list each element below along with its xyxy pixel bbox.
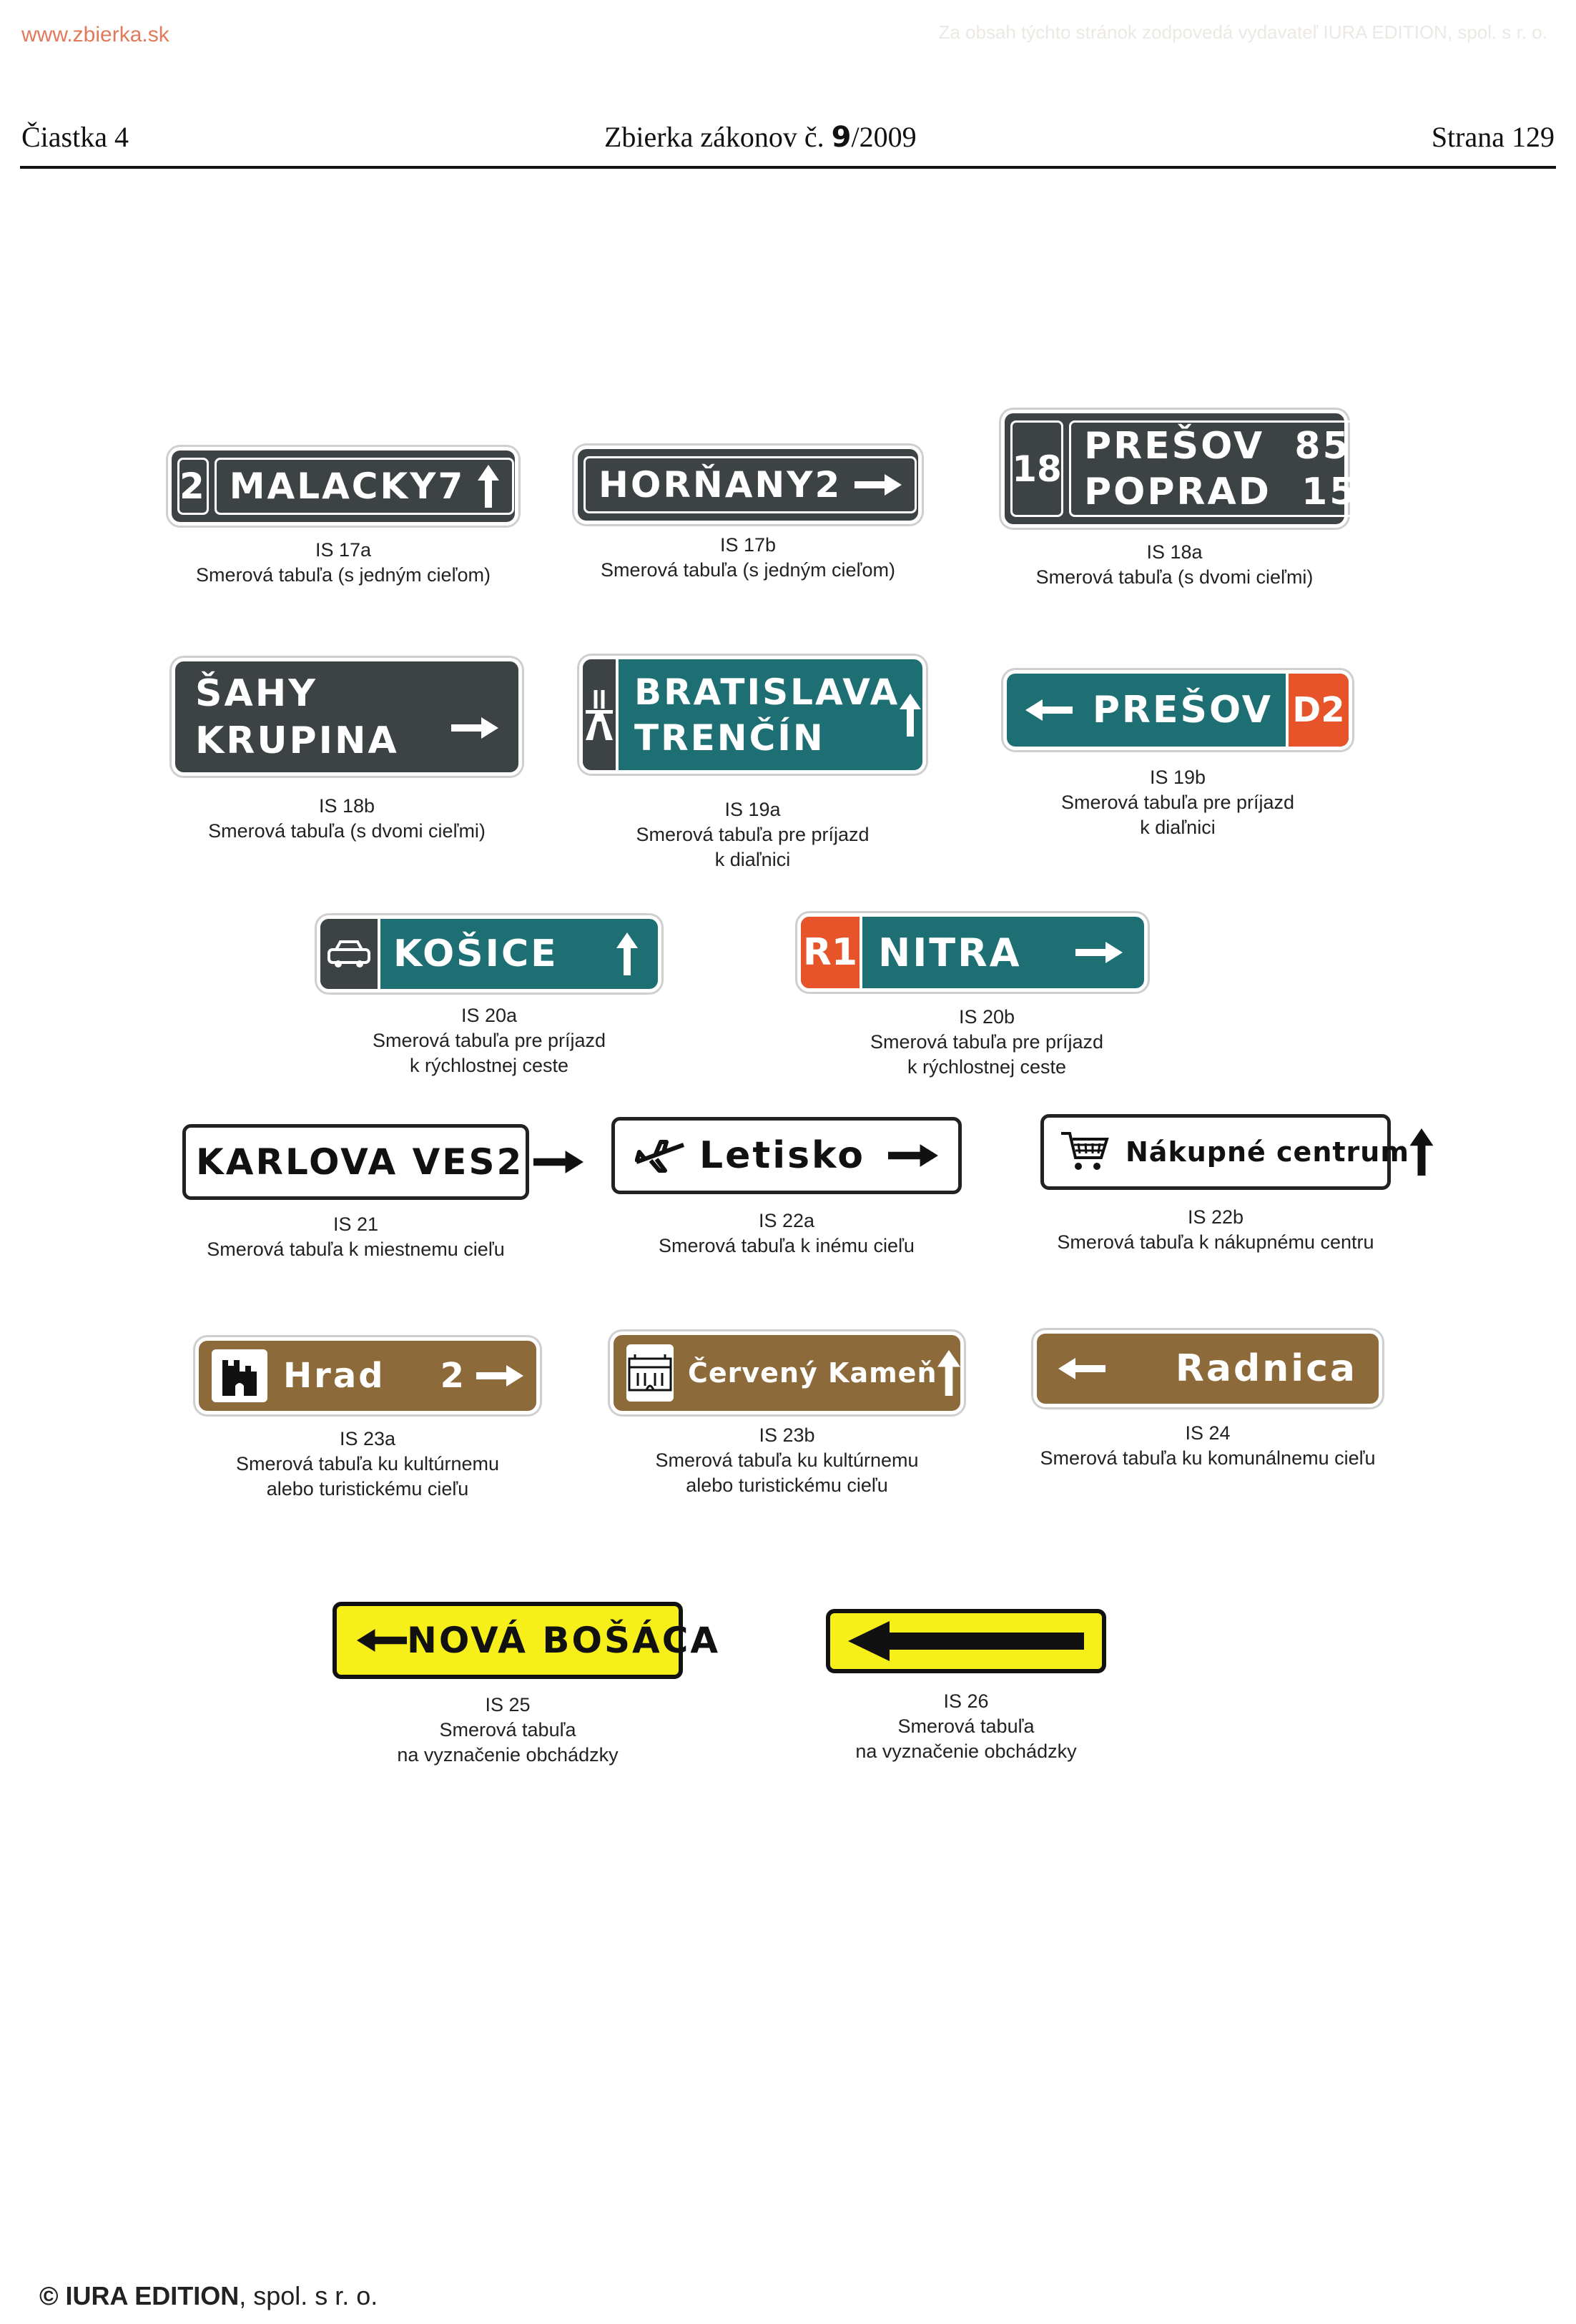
arrow-up-icon <box>478 465 499 508</box>
collection-title-text: Zbierka zákonov č. <box>604 121 832 153</box>
collection-title <box>604 120 917 154</box>
chateau-icon <box>626 1344 674 1402</box>
destination-panel <box>1069 420 1394 517</box>
caption-desc: Smerová tabuľa ku kultúrnemu <box>235 1453 500 1474</box>
caption-desc: alebo turistickému cieľu <box>686 1474 888 1496</box>
arrow-left-icon <box>1058 1358 1105 1379</box>
caption-code: IS 22a <box>758 1210 815 1231</box>
sign-is17a <box>172 450 515 522</box>
caption-desc: Smerová tabuľa k nákupnému centru <box>1057 1231 1374 1253</box>
sign-is23a <box>199 1341 536 1411</box>
sign-is17b <box>578 449 918 521</box>
caption-code: IS 20a <box>461 1005 518 1026</box>
road-number: 2 <box>177 458 209 515</box>
caption-code: IS 21 <box>333 1213 379 1235</box>
caption-desc: Smerová tabuľa <box>897 1715 1035 1737</box>
collection-number: 9 <box>831 121 852 154</box>
sign-is20a <box>320 919 658 989</box>
caption-desc: na vyznačenie obchádzky <box>855 1740 1077 1762</box>
distance: 2 <box>440 1356 466 1396</box>
destination-name: MALACKY <box>229 466 438 507</box>
collection-year: /2009 <box>851 121 917 153</box>
caption-desc: Smerová tabuľa pre príjazd <box>372 1030 606 1051</box>
distance: 2 <box>496 1141 524 1183</box>
caption-desc: k diaľnici <box>1140 817 1216 838</box>
caption-code: IS 20b <box>958 1006 1015 1028</box>
arrow-right-icon <box>1075 942 1123 963</box>
sign-is19a <box>583 659 922 770</box>
watermark-note: Za obsah týchto stránok zodpovedá vydavateľ IURA EDITION, spol. s r. o. <box>938 21 1547 43</box>
arrow-right-icon <box>533 1151 583 1173</box>
footer-brand: © IURA EDITION <box>39 2281 240 2310</box>
caption-is17a <box>172 538 515 588</box>
distance: 85 <box>1294 424 1351 468</box>
caption-desc: k rýchlostnej ceste <box>409 1055 569 1076</box>
caption-is22a <box>611 1208 962 1259</box>
caption-desc: Smerová tabuľa k miestnemu cieľu <box>207 1239 505 1260</box>
caption-desc: k diaľnici <box>714 849 791 870</box>
castle-icon <box>212 1349 267 1402</box>
destination-name: HORŇANY <box>599 464 815 506</box>
caption-code: IS 24 <box>1185 1422 1231 1444</box>
destination-2: KRUPINA <box>195 719 399 762</box>
sign-is24 <box>1037 1334 1379 1404</box>
destination-name: POPRAD <box>1084 470 1271 513</box>
distance: 15 <box>1301 470 1358 513</box>
destination-name: Červený Kameň <box>688 1357 937 1389</box>
destination-name: Hrad <box>283 1356 385 1396</box>
caption-desc: Smerová tabuľa k inému cieľu <box>659 1235 915 1256</box>
arrow-right-icon <box>476 1365 523 1387</box>
caption-code: IS 17b <box>719 534 777 556</box>
caption-is18a <box>1005 540 1344 590</box>
destination-2: TRENČÍN <box>634 717 825 759</box>
caption-is21 <box>182 1212 529 1262</box>
arrow-left-icon <box>848 1621 1084 1661</box>
arrow-up-icon <box>1409 1128 1434 1176</box>
destination-2 <box>1084 469 1357 515</box>
destination-name: NOVÁ BOŠÁCA <box>407 1620 721 1661</box>
motorway-badge: D2 <box>1286 674 1349 747</box>
caption-is18b <box>175 794 518 844</box>
caption-code: IS 19a <box>724 799 781 820</box>
caption-code: IS 22b <box>1187 1206 1244 1228</box>
caption-desc: Smerová tabuľa <box>439 1719 576 1740</box>
sign-is22a <box>611 1117 962 1194</box>
arrow-up-icon <box>900 694 921 737</box>
caption-code: IS 23b <box>759 1424 815 1446</box>
destination-name: NITRA <box>878 930 1022 975</box>
destination-panel <box>215 458 514 515</box>
caption-desc: na vyznačenie obchádzky <box>397 1744 619 1766</box>
caption-desc: Smerová tabuľa ku kultúrnemu <box>655 1449 919 1471</box>
destination-1: ŠAHY <box>195 671 317 715</box>
sign-is22b <box>1040 1114 1409 1190</box>
caption-is20a <box>320 1003 658 1078</box>
sign-is25 <box>333 1602 721 1679</box>
caption-is19a <box>583 797 922 872</box>
page-number: Strana 129 <box>1431 121 1555 153</box>
destination-name: PREŠOV <box>1084 424 1265 468</box>
caption-is17b <box>578 533 918 583</box>
road-number: 18 <box>1010 420 1063 517</box>
caption-is19b <box>1007 765 1349 840</box>
arrow-up-icon <box>937 1350 960 1396</box>
footer-company: , spol. s r. o. <box>239 2281 378 2310</box>
issue-part: Čiastka 4 <box>21 121 129 153</box>
caption-code: IS 25 <box>485 1694 531 1715</box>
arrow-right-icon <box>451 717 498 739</box>
arrow-right-icon <box>855 474 902 496</box>
sign-is21 <box>182 1124 529 1200</box>
destination-name: PREŠOV <box>1092 689 1273 732</box>
caption-desc: Smerová tabuľa (s dvomi cieľmi) <box>1035 566 1314 588</box>
caption-desc: Smerová tabuľa (s dvomi cieľmi) <box>208 820 486 842</box>
caption-is24 <box>1023 1421 1393 1471</box>
caption-code: IS 26 <box>943 1690 989 1712</box>
caption-code: IS 18a <box>1146 541 1203 563</box>
caption-is23b <box>614 1423 960 1498</box>
arrow-right-icon <box>888 1144 938 1167</box>
distance: 7 <box>438 466 466 507</box>
distance: 2 <box>814 464 842 506</box>
arrow-up-icon <box>1357 448 1379 491</box>
caption-desc: k rýchlostnej ceste <box>907 1056 1067 1078</box>
caption-code: IS 23a <box>339 1428 396 1449</box>
footer-copyright <box>39 2281 378 2311</box>
caption-desc: Smerová tabuľa pre príjazd <box>636 824 870 845</box>
destination-panel <box>619 669 922 761</box>
destination-panel <box>583 456 917 513</box>
airplane-icon <box>635 1138 685 1173</box>
motorway-icon <box>583 659 619 770</box>
sign-is26 <box>826 1609 1106 1673</box>
caption-desc: alebo turistickému cieľu <box>266 1478 469 1500</box>
caption-is22b <box>1040 1205 1391 1255</box>
expressway-badge: R1 <box>801 917 862 988</box>
car-icon <box>320 919 380 989</box>
caption-desc: Smerová tabuľa (s jedným cieľom) <box>601 559 895 581</box>
caption-is20b <box>801 1005 1173 1080</box>
caption-desc: Smerová tabuľa ku komunálnemu cieľu <box>1040 1447 1376 1469</box>
arrow-left-icon <box>1025 699 1073 721</box>
shopping-cart-icon <box>1060 1129 1110 1175</box>
arrow-up-icon <box>616 932 638 975</box>
sign-is23b <box>614 1335 960 1411</box>
sign-is18b <box>175 661 518 772</box>
caption-desc: Smerová tabuľa (s jedným cieľom) <box>196 564 491 586</box>
destination-name: Letisko <box>699 1134 865 1177</box>
sign-is20b <box>801 917 1144 988</box>
caption-code: IS 17a <box>315 539 372 561</box>
caption-code: IS 18b <box>318 795 375 817</box>
destination-name: KOŠICE <box>393 932 558 975</box>
sign-is18a <box>1005 413 1358 524</box>
site-url: www.zbierka.sk <box>21 23 169 46</box>
arrow-left-icon <box>357 1629 407 1652</box>
destination-1 <box>1084 423 1357 469</box>
caption-is26 <box>808 1689 1124 1764</box>
caption-desc: Smerová tabuľa pre príjazd <box>870 1031 1104 1053</box>
sign-is19b <box>1007 674 1349 747</box>
header-rule <box>20 166 1556 169</box>
caption-desc: Smerová tabuľa pre príjazd <box>1060 792 1295 813</box>
caption-is25 <box>333 1693 683 1768</box>
destination-1: BRATISLAVA <box>634 671 900 713</box>
destination-name: Radnica <box>1175 1347 1357 1390</box>
caption-code: IS 19b <box>1149 767 1206 788</box>
destination-name: KARLOVA VES <box>196 1141 497 1183</box>
destination-name: Nákupné centrum <box>1126 1136 1409 1168</box>
caption-is23a <box>199 1427 536 1502</box>
